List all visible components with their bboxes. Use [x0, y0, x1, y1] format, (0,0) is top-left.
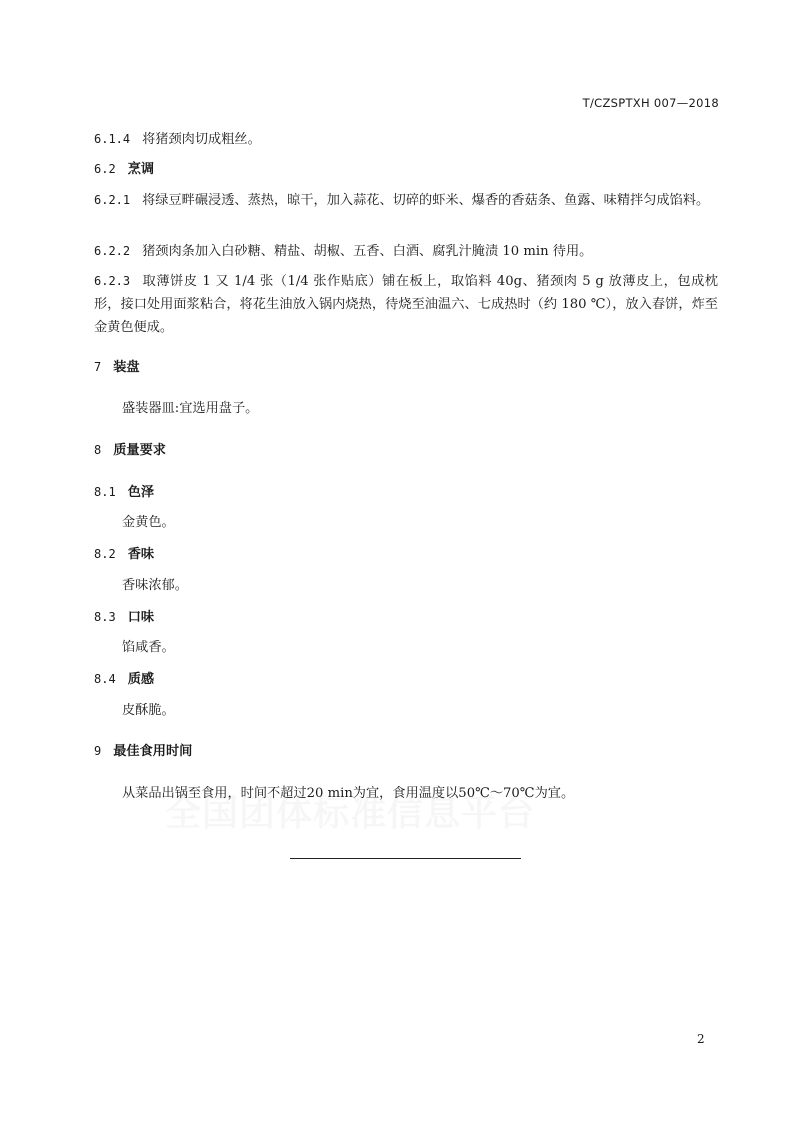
section-title: 装盘	[113, 360, 140, 375]
document-id: T/CZSPTXH 007—2018	[582, 96, 719, 110]
section-8-2-heading	[94, 543, 718, 566]
section-8-3-body: 馅咸香。	[122, 640, 175, 655]
section-8-2-body: 香味浓郁。	[122, 578, 188, 593]
page-number: 2	[697, 1032, 705, 1046]
section-title: 口味	[127, 610, 155, 625]
clause-text: 猪颈肉条加入白砂糖、精盐、胡椒、五香、白酒、腐乳汁腌渍 10 min 待用。	[142, 244, 593, 259]
clause-number: 6.2.2	[94, 244, 131, 258]
section-6-2-heading	[94, 158, 718, 181]
section-number: 8.3	[94, 610, 116, 624]
section-8-3-heading	[94, 606, 718, 629]
section-number: 9	[94, 744, 102, 758]
clause-number: 6.2.1	[94, 193, 131, 207]
section-7-heading	[94, 356, 718, 379]
clause-number: 6.1.4	[94, 132, 131, 146]
section-title: 色泽	[127, 485, 155, 500]
clause-6-1-4	[94, 128, 718, 151]
section-number: 8.2	[94, 547, 116, 561]
section-title: 香味	[127, 547, 155, 562]
section-8-4-heading	[94, 668, 718, 691]
section-9-body: 从菜品出锅至食用，时间不超过20 min为宜，食用温度以50℃～70℃为宜。	[122, 786, 575, 801]
section-7-body: 盛装器皿:宜选用盘子。	[122, 401, 259, 416]
section-8-1-body: 金黄色。	[122, 515, 175, 530]
clause-text: 取薄饼皮 1 又 1/4 张（1/4 张作贴底）铺在板上，取馅料 40g、猪颈肉 5 g 放薄皮上，包成枕形，接口处用面浆粘合，将花生油放入锅内烧热，待烧至油温六、七成热时（约 180 ℃），放入春饼，炸至金黄色便成。	[94, 274, 718, 335]
section-number: 8.4	[94, 672, 116, 686]
section-title: 最佳食用时间	[113, 744, 193, 759]
section-title: 质量要求	[113, 443, 166, 458]
section-8-4-body: 皮酥脆。	[122, 703, 175, 718]
clause-number: 6.2.3	[94, 274, 131, 288]
section-title: 烹调	[127, 162, 155, 177]
section-number: 6.2	[94, 162, 116, 176]
clause-text: 将绿豆畔碾浸透、蒸热，晾干，加入蒜花、切碎的虾米、爆香的香菇条、鱼露、味精拌匀成馅料。	[142, 193, 710, 208]
clause-6-2-1	[94, 189, 718, 212]
end-rule	[290, 858, 521, 859]
section-9-heading	[94, 740, 718, 763]
clause-text: 将猪颈肉切成粗丝。	[142, 132, 261, 147]
section-8-heading	[94, 439, 718, 462]
section-number: 8	[94, 443, 102, 457]
clause-6-2-3	[94, 270, 718, 339]
section-number: 7	[94, 360, 102, 374]
clause-6-2-2	[94, 240, 718, 263]
section-number: 8.1	[94, 485, 116, 499]
section-title: 质感	[127, 672, 155, 687]
section-8-1-heading	[94, 481, 718, 504]
